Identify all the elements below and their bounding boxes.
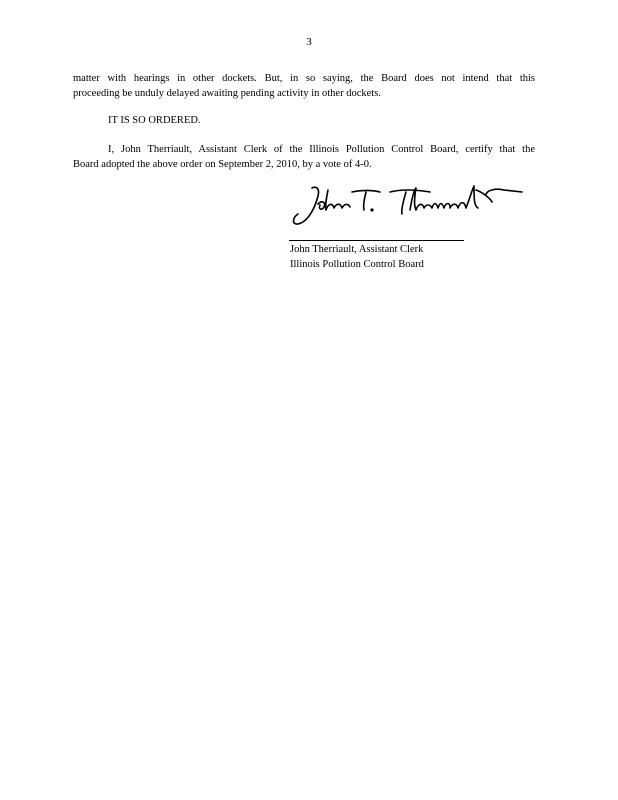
- signature-line: [289, 240, 464, 241]
- paragraph-line-1: matter with hearings in other dockets. But, in so saying, the Board does not intend that this: [73, 73, 535, 84]
- signer-organization: Illinois Pollution Control Board: [290, 258, 424, 270]
- paragraph-line-2: proceeding be unduly delayed awaiting pending activity in other dockets.: [73, 87, 381, 99]
- certification-line-2: Board adopted the above order on September 2, 2010, by a vote of 4-0.: [73, 158, 372, 170]
- paragraph-continuation: [73, 72, 535, 101]
- order-statement: [73, 114, 535, 129]
- page-number: 3: [306, 36, 312, 48]
- signer-name-title: John Therriault, Assistant Clerk: [290, 244, 424, 255]
- certification-line-1: I, John Therriault, Assistant Clerk of the Illinois Pollution Control Board, certify that the: [108, 144, 535, 155]
- signature-block: [290, 243, 424, 272]
- certification-paragraph: [73, 143, 535, 172]
- ordered-text: IT IS SO ORDERED.: [108, 115, 201, 126]
- handwritten-signature: [290, 180, 530, 230]
